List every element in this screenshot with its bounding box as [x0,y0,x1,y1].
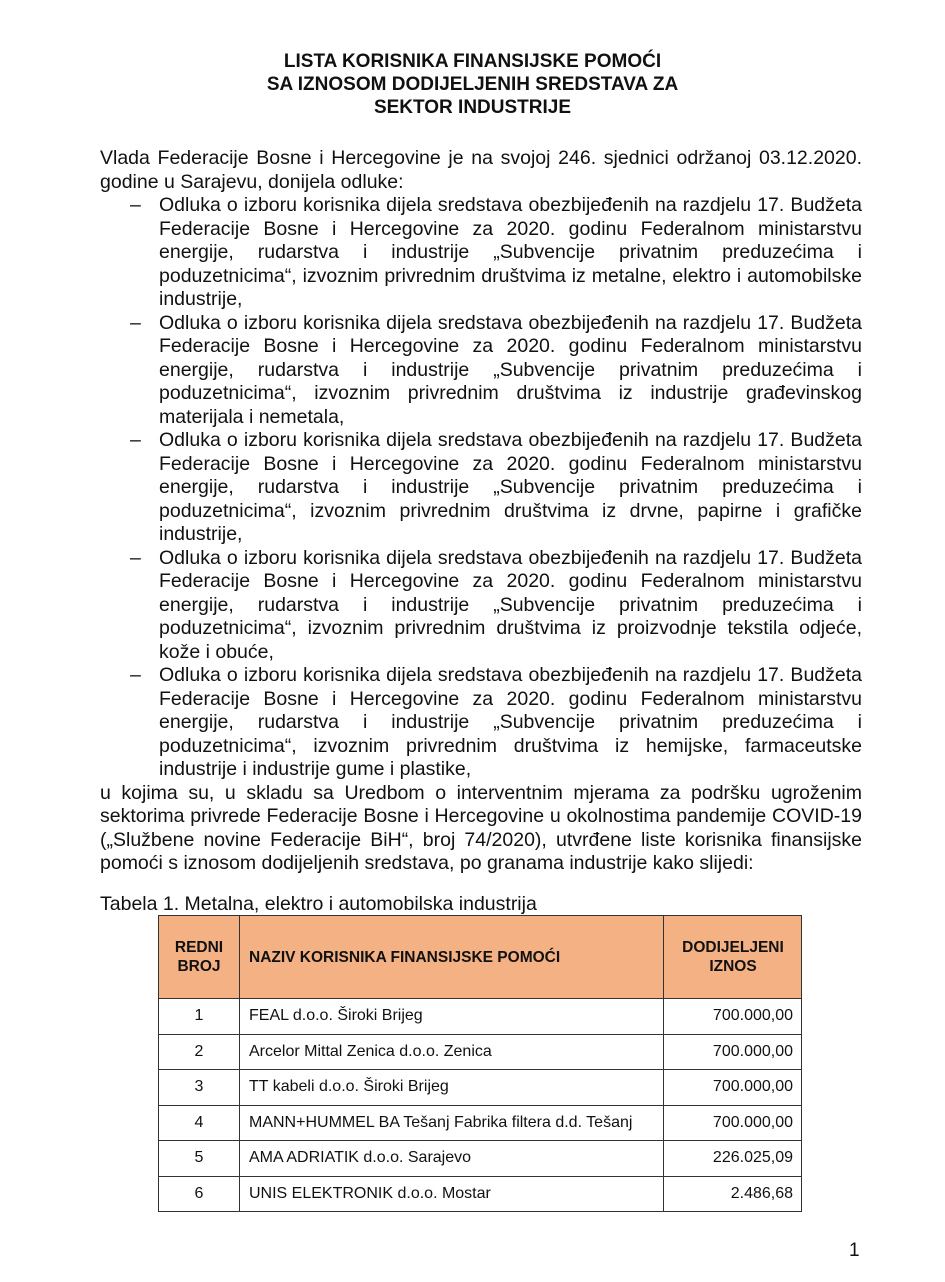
decision-item: – Odluka o izboru korisnika dijela sredstava obezbijeđenih na razdjelu 17. Budžeta Federacije Bosne i Hercegovine za 2020. godinu Federalnom ministarstvu energije, rudarstva i industrije „Subvencije privatnim preduzećima i poduzetnicima“, izvoznim privrednim društvima iz hemijske, farmaceutske industrije i industrije gume i plastike, [100,664,862,782]
cell-name: TT kabeli d.o.o. Široki Brijeg [240,1070,664,1106]
table-row [159,1141,802,1177]
cell-num: 2 [159,1034,240,1070]
cell-amount: 700.000,00 [664,1034,802,1070]
decisions-list [100,194,862,782]
cell-num: 3 [159,1070,240,1106]
beneficiaries-table [158,915,802,1212]
title-line-1: LISTA KORISNIKA FINANSIJSKE POMOĆI [283,51,662,72]
cell-name: AMA ADRIATIK d.o.o. Sarajevo [240,1141,664,1177]
table-row [159,1105,802,1141]
document-title [0,50,945,119]
cell-name: FEAL d.o.o. Široki Brijeg [240,999,664,1035]
cell-num: 6 [159,1176,240,1212]
table-row [159,1176,802,1212]
table-caption: Tabela 1. Metalna, elektro i automobilska industrija [100,893,537,915]
cell-num: 4 [159,1105,240,1141]
decision-item: – Odluka o izboru korisnika dijela sredstava obezbijeđenih na razdjelu 17. Budžeta Federacije Bosne i Hercegovine za 2020. godinu Federalnom ministarstvu energije, rudarstva i industrije „Subvencije privatnim preduzećima i poduzetnicima“, izvoznim privrednim društvima iz industrije građevinskog materijala i nemetala, [100,312,862,430]
header-naziv: NAZIV KORISNIKA FINANSIJSKE POMOĆI [240,916,664,999]
cell-num: 1 [159,999,240,1035]
decision-item: – Odluka o izboru korisnika dijela sredstava obezbijeđenih na razdjelu 17. Budžeta Federacije Bosne i Hercegovine za 2020. godinu Federalnom ministarstvu energije, rudarstva i industrije „Subvencije privatnim preduzećima i poduzetnicima“, izvoznim privrednim društvima iz drvne, papirne i grafičke industrije, [100,429,862,547]
cell-amount: 226.025,09 [664,1141,802,1177]
table-row [159,1034,802,1070]
cell-amount: 700.000,00 [664,1105,802,1141]
cell-name: Arcelor Mittal Zenica d.o.o. Zenica [240,1034,664,1070]
document-body [100,147,862,876]
header-redni-broj: REDNI BROJ [159,916,240,999]
cell-name: UNIS ELEKTRONIK d.o.o. Mostar [240,1176,664,1212]
title-line-3: SEKTOR INDUSTRIJE [373,97,572,118]
decision-item: – Odluka o izboru korisnika dijela sredstava obezbijeđenih na razdjelu 17. Budžeta Federacije Bosne i Hercegovine za 2020. godinu Federalnom ministarstvu energije, rudarstva i industrije „Subvencije privatnim preduzećima i poduzetnicima“, izvoznim privrednim društvima iz metalne, elektro i automobilske industrije, [100,194,862,312]
intro-paragraph: Vlada Federacije Bosne i Hercegovine je na svojoj 246. sjednici održanoj 03.12.2020. godine u Sarajevu, donijela odluke: [100,147,862,193]
cell-name: MANN+HUMMEL BA Tešanj Fabrika filtera d.d. Tešanj [240,1105,664,1141]
table-row [159,1070,802,1106]
header-iznos: DODIJELJENI IZNOS [664,916,802,999]
cell-amount: 700.000,00 [664,1070,802,1106]
table-row [159,999,802,1035]
outro-paragraph: u kojima su, u skladu sa Uredbom o interventnim mjerama za podršku ugroženim sektorima privrede Federacije Bosne i Hercegovine u okolnostima pandemije COVID-19 („Službene novine Federacije BiH“, broj 74/2020), utvrđene liste korisnika finansijske pomoći s iznosom dodijeljenih sredstava, po granama industrije kako slijedi: [100,781,862,874]
title-line-2: SA IZNOSOM DODIJELJENIH SREDSTAVA ZA [266,74,679,95]
cell-amount: 700.000,00 [664,999,802,1035]
decision-item: – Odluka o izboru korisnika dijela sredstava obezbijeđenih na razdjelu 17. Budžeta Federacije Bosne i Hercegovine za 2020. godinu Federalnom ministarstvu energije, rudarstva i industrije „Subvencije privatnim preduzećima i poduzetnicima“, izvoznim privrednim društvima iz proizvodnje tekstila odjeće, kože i obuće, [100,547,862,665]
cell-num: 5 [159,1141,240,1177]
cell-amount: 2.486,68 [664,1176,802,1212]
page-number: 1 [849,1240,860,1261]
table-header-row [159,916,802,999]
